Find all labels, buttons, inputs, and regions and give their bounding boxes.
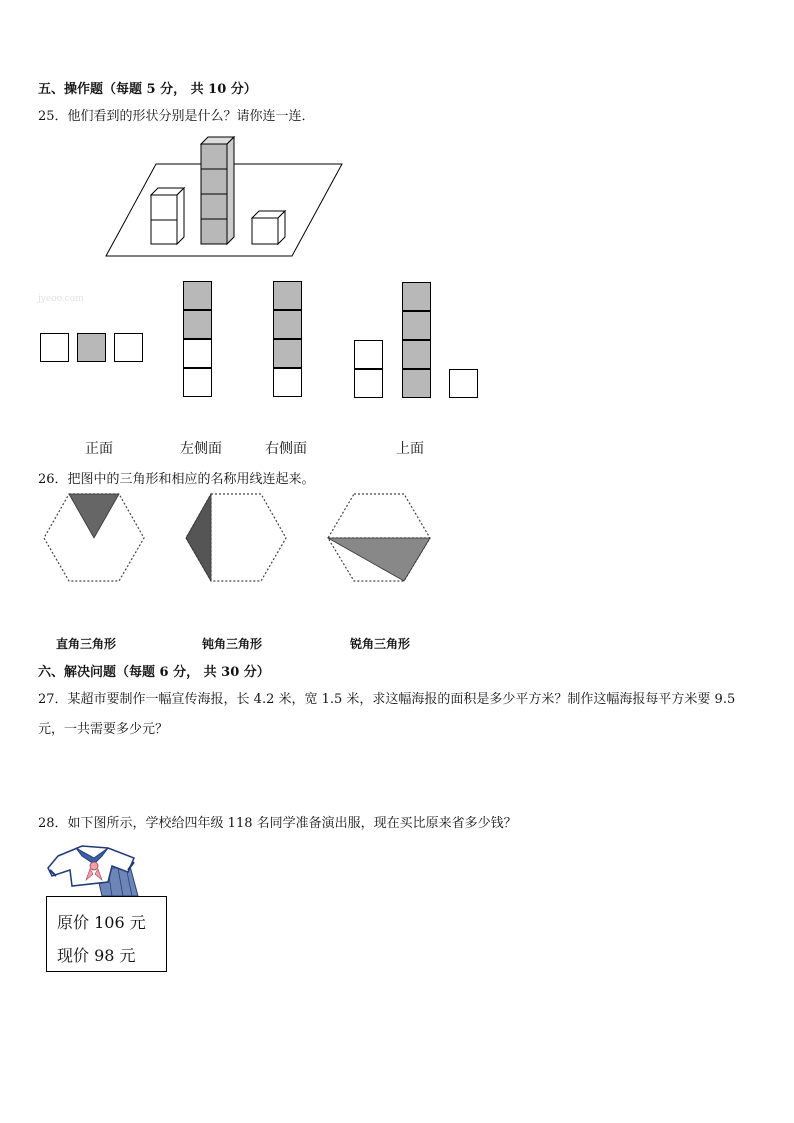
left-cube-stack xyxy=(151,188,184,244)
section-6-title: 六、解决问题（每题 6 分， 共 30 分） xyxy=(38,665,270,680)
right-single-cube xyxy=(252,211,285,244)
label-right-view: 右侧面 xyxy=(265,441,307,457)
original-price: 原价 106 元 xyxy=(57,913,146,932)
label-left-view: 左侧面 xyxy=(180,441,222,457)
hexagon-acute-triangle-figure xyxy=(326,492,432,584)
label-front-view: 正面 xyxy=(85,441,113,457)
question-26-text: 26．把图中的三角形和相应的名称用线连起来。 xyxy=(38,472,315,487)
label-top-view: 上面 xyxy=(396,441,424,457)
middle-cube-stack xyxy=(201,137,234,244)
question-27-line-1: 27．某超市要制作一幅宣传海报，长 4.2 米，宽 1.5 米，求这幅海报的面积是多少平方米？制作这幅海报每平方米要 9.5 xyxy=(38,692,736,707)
price-box xyxy=(46,896,167,972)
label-right-triangle: 直角三角形 xyxy=(56,637,117,651)
label-acute-triangle: 锐角三角形 xyxy=(350,637,411,651)
label-obtuse-triangle: 钝角三角形 xyxy=(202,637,263,651)
watermark: jyeoo.com xyxy=(38,294,84,304)
question-28-text: 28．如下图所示，学校给四年级 118 名同学准备演出服，现在买比原来省多少钱？ xyxy=(38,816,517,831)
hexagon-right-triangle-figure xyxy=(42,492,146,584)
question-25-text: 25．他们看到的形状分别是什么？请你连一连． xyxy=(38,109,315,124)
cube-arrangement-figure xyxy=(100,132,350,262)
current-price: 现价 98 元 xyxy=(57,946,136,965)
costume-image xyxy=(46,842,142,898)
question-27-line-2: 元，一共需要多少元？ xyxy=(38,722,169,737)
section-5-title: 五、操作题（每题 5 分， 共 10 分） xyxy=(38,82,257,97)
hexagon-obtuse-triangle-figure xyxy=(184,492,288,584)
